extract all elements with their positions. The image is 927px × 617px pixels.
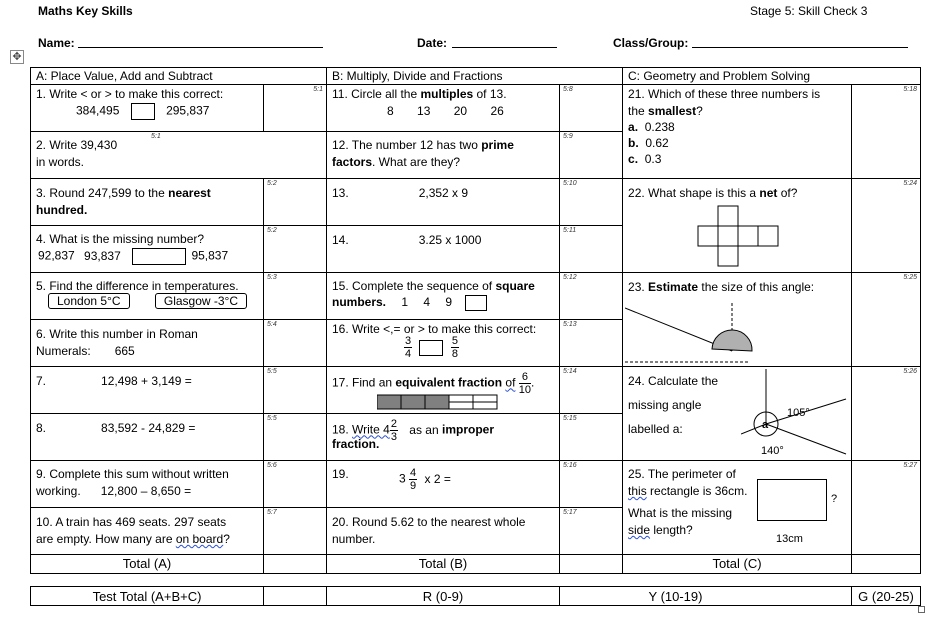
q20-cell: 20. Round 5.62 to the nearest whole number. [327, 508, 560, 555]
q14-answer-cell[interactable]: 5:11 [560, 226, 623, 273]
q8-cell: 8. 83,592 - 24,829 = [31, 414, 264, 461]
london-temp-box: London 5°C [48, 293, 130, 309]
q7-cell: 7. 12,498 + 3,149 = [31, 367, 264, 414]
q11-answer-cell[interactable]: 5:8 [560, 85, 623, 132]
q4-cell: 4. What is the missing number? 92,837 93,837 95,837 [31, 226, 264, 273]
total-a-value[interactable] [264, 555, 327, 574]
glasgow-temp-box: Glasgow -3°C [155, 293, 247, 309]
q4-answer-cell[interactable]: 5:2 [264, 226, 327, 273]
q5-answer-cell[interactable]: 5:3 [264, 273, 327, 320]
q2-cell[interactable]: 5:1 2. Write 39,430 in words. [31, 132, 327, 179]
q10-answer-cell[interactable]: 5:7 [264, 508, 327, 555]
q9-answer-cell[interactable]: 5:6 [264, 461, 327, 508]
q11-number[interactable]: 8 [387, 104, 394, 118]
angle-a-label: a [762, 419, 769, 431]
q21-answer-cell[interactable]: 5:18 [852, 85, 921, 179]
total-a-label: Total (A) [31, 555, 264, 574]
date-label: Date: [417, 36, 448, 50]
angles-at-point-diagram [741, 369, 851, 459]
q6-cell: 6. Write this number in Roman Numerals: 665 [31, 320, 264, 367]
q16-answer-cell[interactable]: 5:13 [560, 320, 623, 367]
q24-cell: 24. Calculate the missing angle labelled a: a 105° 140° [623, 367, 852, 461]
name-line[interactable] [78, 47, 323, 48]
test-total-label: Test Total (A+B+C) [31, 587, 264, 606]
section-c-header: C: Geometry and Problem Solving [623, 68, 921, 85]
class-line[interactable] [692, 47, 908, 48]
q11-cell: 11. Circle all the multiples of 13. 8 13 20 26 [327, 85, 560, 132]
missing-side-label: ? [831, 493, 838, 505]
q22-answer-cell[interactable]: 5:24 [852, 179, 921, 273]
q13-cell: 13. 2,352 x 9 [327, 179, 560, 226]
table-resize-handle[interactable] [918, 606, 925, 613]
band-red: R (0-9) [327, 587, 560, 606]
q12-cell: 12. The number 12 has two prime factors. What are they? [327, 132, 560, 179]
q21-option-c[interactable]: 0.3 [644, 152, 662, 166]
bottom-side-label: 13cm [776, 533, 803, 545]
q15-answer-cell[interactable]: 5:12 [560, 273, 623, 320]
q9-cell: 9. Complete this sum without written working. 12,800 – 8,650 = [31, 461, 264, 508]
q23-answer-cell[interactable]: 5:25 [852, 273, 921, 367]
section-a-header: A: Place Value, Add and Subtract [31, 68, 327, 85]
q12-answer-cell[interactable]: 5:9 [560, 132, 623, 179]
total-c-value[interactable] [852, 555, 921, 574]
q22-cell: 22. What shape is this a net of? [623, 179, 852, 273]
q1-cell: 1. Write < or > to make this correct: 384,495 295,837 [31, 85, 264, 132]
q14-cell: 14. 3.25 x 1000 [327, 226, 560, 273]
q18-answer-cell[interactable]: 5:15 [560, 414, 623, 461]
q24-answer-cell[interactable]: 5:26 [852, 367, 921, 461]
q21-option-b[interactable]: 0.62 [645, 136, 669, 150]
q20-answer-cell[interactable]: 5:17 [560, 508, 623, 555]
angle-140-label: 140° [761, 445, 784, 457]
band-green: G (20-25) [852, 587, 921, 606]
q6-answer-cell[interactable]: 5:4 [264, 320, 327, 367]
q15-answer-box[interactable] [465, 295, 487, 311]
rectangle-diagram [757, 479, 827, 521]
total-c-label: Total (C) [623, 555, 852, 574]
q11-number[interactable]: 20 [453, 104, 468, 118]
skills-table [30, 67, 921, 574]
band-yellow: Y (10-19) [560, 587, 852, 606]
q13-answer-cell[interactable]: 5:10 [560, 179, 623, 226]
q1-answer-box[interactable] [131, 103, 155, 120]
q25-answer-cell[interactable]: 5:27 [852, 461, 921, 555]
section-b-header: B: Multiply, Divide and Fractions [327, 68, 623, 85]
footer-table [30, 586, 921, 606]
q21-cell: 21. Which of these three numbers is the smallest? a. 0.238 b. 0.62 c. 0.3 [623, 85, 852, 179]
table-move-handle-icon[interactable]: ✥ [10, 50, 24, 64]
q5-cell: 5. Find the difference in temperatures. London 5°C Glasgow -3°C [31, 273, 264, 320]
q16-answer-box[interactable] [419, 340, 443, 356]
q11-number[interactable]: 13 [417, 104, 431, 118]
q10-cell: 10. A train has 469 seats. 297 seats are empty. How many are on board? [31, 508, 264, 555]
total-b-value[interactable] [560, 555, 623, 574]
class-label: Class/Group: [613, 36, 689, 50]
q18-cell: 18. Write 4 $\frac{2}{3}$ as an improper fraction. [327, 414, 560, 461]
q4-answer-box[interactable] [132, 248, 186, 265]
q3-answer-cell[interactable]: 5:2 [264, 179, 327, 226]
q8-answer-cell[interactable]: 5:5 [264, 414, 327, 461]
q17-cell: 17. Find an equivalent fraction of $\frac{6}{10}$ . [327, 367, 560, 414]
q25-cell: 25. The perimeter of this rectangle is 36cm. What is the missing side length? ? 13cm [623, 461, 852, 555]
angle-diagram [625, 301, 775, 366]
q19-answer-cell[interactable]: 5:16 [560, 461, 623, 508]
q3-cell: 3. Round 247,599 to the nearest hundred. [31, 179, 264, 226]
q11-number[interactable]: 26 [490, 104, 504, 118]
cube-net-diagram [693, 205, 813, 273]
q16-cell: 16. Write <,= or > to make this correct: $\frac{3}{4}$ $\frac{5}{8}$ [327, 320, 560, 367]
total-b-label: Total (B) [327, 555, 560, 574]
q15-cell: 15. Complete the sequence of square numbers. 1 4 9 [327, 273, 560, 320]
q7-answer-cell[interactable]: 5:5 [264, 367, 327, 414]
q17-answer-cell[interactable]: 5:14 [560, 367, 623, 414]
stage-label: Stage 5: Skill Check 3 [750, 4, 868, 18]
q1-answer-cell[interactable]: 5:1 [264, 85, 327, 132]
q21-option-a[interactable]: 0.238 [644, 120, 675, 134]
q19-cell: 19. 3 $\frac{4}{9}$ x 2 = [327, 461, 560, 508]
test-total-value[interactable] [264, 587, 327, 606]
worksheet-title: Maths Key Skills [38, 4, 133, 18]
date-line[interactable] [452, 47, 557, 48]
name-label: Name: [38, 36, 75, 50]
q23-cell: 23. Estimate the size of this angle: [623, 273, 852, 367]
fraction-bar-diagram [377, 394, 502, 412]
angle-105-label: 105° [787, 407, 810, 419]
